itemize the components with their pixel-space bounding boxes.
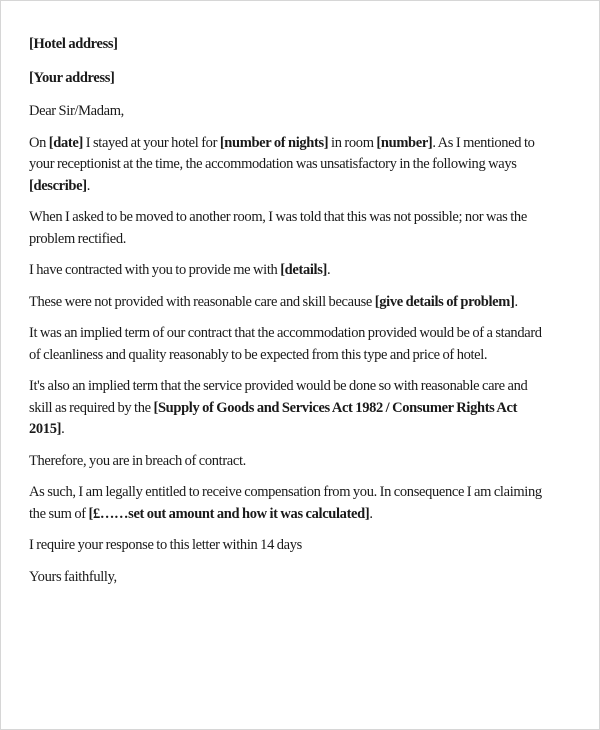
placeholder-room-number: [number] (376, 134, 433, 151)
text: . (327, 262, 331, 278)
text: I stayed at your hotel for (82, 134, 220, 151)
letter-body (29, 34, 549, 598)
placeholder-act: [Supply of Goods and Services Act 1982 / Consumer Rights Act 2015] (29, 399, 518, 437)
placeholder-problem-details: [give details of problem] (374, 293, 515, 310)
paragraph-contract (29, 260, 549, 282)
hotel-address-text: [Hotel address] (29, 36, 118, 52)
salutation: Dear Sir/Madam, (29, 103, 124, 119)
text: . (514, 293, 518, 310)
paragraph-compensation (29, 482, 549, 525)
text: in room (328, 134, 377, 151)
paragraph-response: I require your response to this letter within 14 days (29, 537, 302, 553)
placeholder-number-of-nights: [number of nights] (219, 134, 329, 151)
text: It's also an implied term that the service provided would be done so with reasonable care and skill as required by the (29, 378, 528, 416)
placeholder-date: [date] (48, 134, 83, 151)
paragraph-breach: Therefore, you are in breach of contract. (29, 452, 246, 469)
paragraph-stay-details (29, 133, 549, 198)
text: As such, I am legally entitled to receive compensation from you. In consequence I am claiming the sum of (29, 484, 542, 522)
text: On (29, 134, 49, 151)
text: . As I mentioned to your receptionist at the time, the accommodation was unsatisfactory in the following ways (29, 134, 535, 172)
your-address (29, 68, 549, 90)
text: . (61, 421, 65, 437)
paragraph-room-change: When I asked to be moved to another room, I was told that this was not possible; nor was the problem rectified. (29, 209, 527, 247)
paragraph-care-skill (29, 292, 549, 314)
placeholder-describe: [describe] (29, 177, 87, 194)
text: . (86, 177, 90, 194)
hotel-address (29, 34, 549, 56)
placeholder-details: [details] (280, 262, 327, 278)
text: . (369, 505, 373, 522)
text: These were not provided with reasonable care and skill because (29, 293, 375, 310)
closing: Yours faithfully, (29, 568, 117, 585)
text: I have contracted with you to provide me with (29, 262, 281, 278)
paragraph-statutory (29, 376, 549, 441)
your-address-text: [Your address] (29, 69, 115, 86)
placeholder-amount: [£……set out amount and how it was calculated] (88, 505, 370, 522)
paragraph-implied-term: It was an implied term of our contract that the accommodation provided would be of a standard of cleanliness and quality reasonably to be expected from this type and price of hotel. (29, 325, 542, 363)
